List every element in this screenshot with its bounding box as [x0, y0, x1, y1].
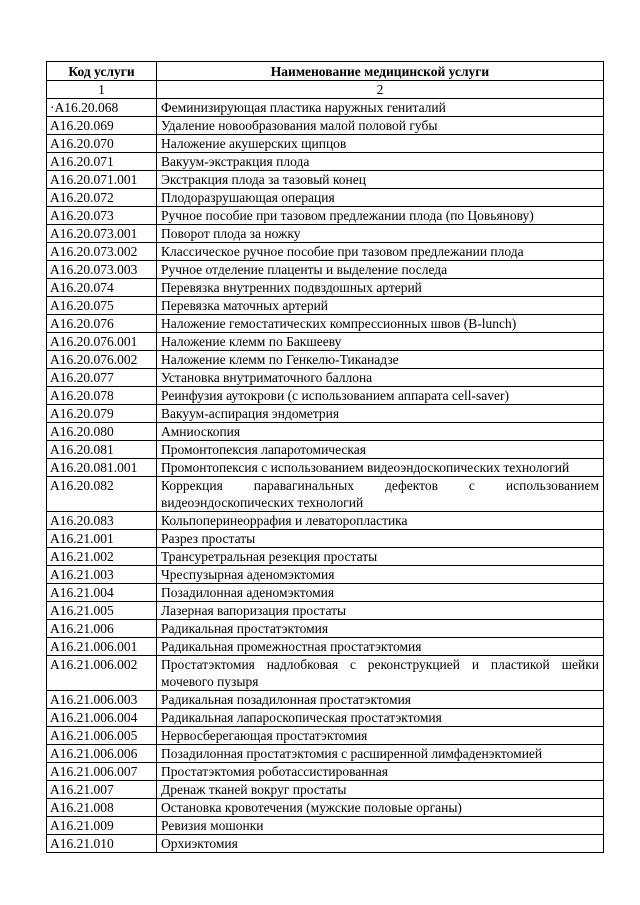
table-row: [47, 351, 604, 369]
service-code: A16.20.077: [47, 369, 157, 387]
table-row: [47, 638, 604, 656]
service-name: Перевязка маточных артерий: [157, 297, 604, 315]
table-row: [47, 189, 604, 207]
service-code: A16.20.073.002: [47, 243, 157, 261]
table-row: [47, 709, 604, 727]
service-code: A16.21.009: [47, 817, 157, 835]
service-code: A16.20.073.003: [47, 261, 157, 279]
service-name: Радикальная лапароскопическая простатэктомия: [157, 709, 604, 727]
table-row: [47, 799, 604, 817]
header-name: Наименование медицинской услуги: [157, 62, 604, 81]
service-name: Экстракция плода за тазовый конец: [157, 171, 604, 189]
service-name: Лазерная вапоризация простаты: [157, 602, 604, 620]
service-code: A16.20.070: [47, 135, 157, 153]
table-row: [47, 423, 604, 441]
service-code: A16.20.074: [47, 279, 157, 297]
service-name: Поворот плода за ножку: [157, 225, 604, 243]
table-row: [47, 656, 604, 691]
service-name: Дренаж тканей вокруг простаты: [157, 781, 604, 799]
service-code: A16.20.076.002: [47, 351, 157, 369]
table-row: [47, 584, 604, 602]
service-name: Установка внутриматочного баллона: [157, 369, 604, 387]
table-body: [47, 99, 604, 853]
service-code: A16.21.007: [47, 781, 157, 799]
table-row: [47, 835, 604, 853]
table-row: [47, 763, 604, 781]
service-code: ·A16.20.068: [47, 99, 157, 117]
service-code: A16.20.073.001: [47, 225, 157, 243]
service-code: A16.21.003: [47, 566, 157, 584]
service-name: Ревизия мошонки: [157, 817, 604, 835]
service-name: Удаление новообразования малой половой губы: [157, 117, 604, 135]
service-code: A16.20.078: [47, 387, 157, 405]
service-name: Простатэктомия надлобковая с реконструкцией и пластикой шейки мочевого пузыря: [157, 656, 604, 691]
service-name: Перевязка внутренних подвздошных артерий: [157, 279, 604, 297]
table-row: [47, 691, 604, 709]
service-code: A16.20.069: [47, 117, 157, 135]
service-name: Наложение клемм по Бакшееву: [157, 333, 604, 351]
service-name: Нервосберегающая простатэктомия: [157, 727, 604, 745]
service-name: Наложение клемм по Генкелю-Тиканадзе: [157, 351, 604, 369]
service-code: A16.20.076.001: [47, 333, 157, 351]
service-code: A16.20.080: [47, 423, 157, 441]
service-name: Классическое ручное пособие при тазовом предлежании плода: [157, 243, 604, 261]
service-name: Кольпоперинеоррафия и леваторопластика: [157, 512, 604, 530]
table-row: [47, 369, 604, 387]
service-code: A16.20.073: [47, 207, 157, 225]
service-name: Простатэктомия роботассистированная: [157, 763, 604, 781]
service-code: A16.21.004: [47, 584, 157, 602]
table-row: [47, 817, 604, 835]
service-name: Амниоскопия: [157, 423, 604, 441]
table-row: [47, 530, 604, 548]
service-code: A16.20.072: [47, 189, 157, 207]
service-code: A16.21.010: [47, 835, 157, 853]
service-name: Феминизирующая пластика наружных гениталий: [157, 99, 604, 117]
table-row: [47, 333, 604, 351]
service-code: A16.21.006.003: [47, 691, 157, 709]
service-name: Позадилонная простатэктомия с расширенной лимфаденэктомией: [157, 745, 604, 763]
service-code: A16.21.006.007: [47, 763, 157, 781]
service-name: Плодоразрушающая операция: [157, 189, 604, 207]
service-name: Радикальная позадилонная простатэктомия: [157, 691, 604, 709]
service-code: A16.21.006.005: [47, 727, 157, 745]
service-name: Промонтопексия с использованием видеоэндоскопических технологий: [157, 459, 604, 477]
service-code: A16.21.008: [47, 799, 157, 817]
service-name: Позадилонная аденомэктомия: [157, 584, 604, 602]
table-row: [47, 727, 604, 745]
table-row: [47, 243, 604, 261]
service-code: A16.21.006.006: [47, 745, 157, 763]
table-row: [47, 620, 604, 638]
service-name: Разрез простаты: [157, 530, 604, 548]
service-name: Вакуум-аспирация эндометрия: [157, 405, 604, 423]
service-name: Орхиэктомия: [157, 835, 604, 853]
service-code: A16.20.071: [47, 153, 157, 171]
service-code: A16.20.083: [47, 512, 157, 530]
table-row: [47, 99, 604, 117]
table-row: [47, 781, 604, 799]
table-row: [47, 459, 604, 477]
service-name: Чреспузырная аденомэктомия: [157, 566, 604, 584]
service-name: Ручное отделение плаценты и выделение последа: [157, 261, 604, 279]
table-row: [47, 297, 604, 315]
table-row: [47, 261, 604, 279]
service-code: A16.21.005: [47, 602, 157, 620]
table-row: [47, 387, 604, 405]
service-code: A16.20.081.001: [47, 459, 157, 477]
table-row: [47, 135, 604, 153]
document-page: [46, 61, 603, 853]
service-code: A16.20.071.001: [47, 171, 157, 189]
table-row: [47, 441, 604, 459]
service-name: Трансуретральная резекция простаты: [157, 548, 604, 566]
table-row: [47, 405, 604, 423]
column-number-1: 1: [47, 81, 157, 99]
service-code: A16.20.075: [47, 297, 157, 315]
table-row: [47, 548, 604, 566]
service-name: Наложение акушерских щипцов: [157, 135, 604, 153]
table-row: [47, 207, 604, 225]
column-number-2: 2: [157, 81, 604, 99]
services-table: [46, 61, 604, 853]
table-row: [47, 745, 604, 763]
service-code: A16.20.081: [47, 441, 157, 459]
service-code: A16.21.006: [47, 620, 157, 638]
service-code: A16.21.002: [47, 548, 157, 566]
table-row: [47, 315, 604, 333]
service-name: Радикальная простатэктомия: [157, 620, 604, 638]
service-name: Вакуум-экстракция плода: [157, 153, 604, 171]
service-code: A16.21.001: [47, 530, 157, 548]
table-row: [47, 512, 604, 530]
service-name: Остановка кровотечения (мужские половые органы): [157, 799, 604, 817]
service-code: A16.21.006.002: [47, 656, 157, 691]
service-name: Наложение гемостатических компрессионных швов (B-lunch): [157, 315, 604, 333]
service-name: Промонтопексия лапаротомическая: [157, 441, 604, 459]
table-row: [47, 279, 604, 297]
service-name: Радикальная промежностная простатэктомия: [157, 638, 604, 656]
column-number-row: [47, 81, 604, 99]
service-code: A16.21.006.004: [47, 709, 157, 727]
service-name: Ручное пособие при тазовом предлежании плода (по Цовьянову): [157, 207, 604, 225]
service-code: A16.20.079: [47, 405, 157, 423]
table-row: [47, 477, 604, 512]
table-row: [47, 117, 604, 135]
table-row: [47, 171, 604, 189]
service-code: A16.20.082: [47, 477, 157, 512]
service-code: A16.20.076: [47, 315, 157, 333]
table-row: [47, 153, 604, 171]
table-row: [47, 566, 604, 584]
header-row: [47, 62, 604, 81]
table-row: [47, 225, 604, 243]
header-code: Код услуги: [47, 62, 157, 81]
service-code: A16.21.006.001: [47, 638, 157, 656]
table-row: [47, 602, 604, 620]
service-name: Коррекция паравагинальных дефектов с использованием видеоэндоскопических технологий: [157, 477, 604, 512]
service-name: Реинфузия аутокрови (с использованием аппарата cell-saver): [157, 387, 604, 405]
